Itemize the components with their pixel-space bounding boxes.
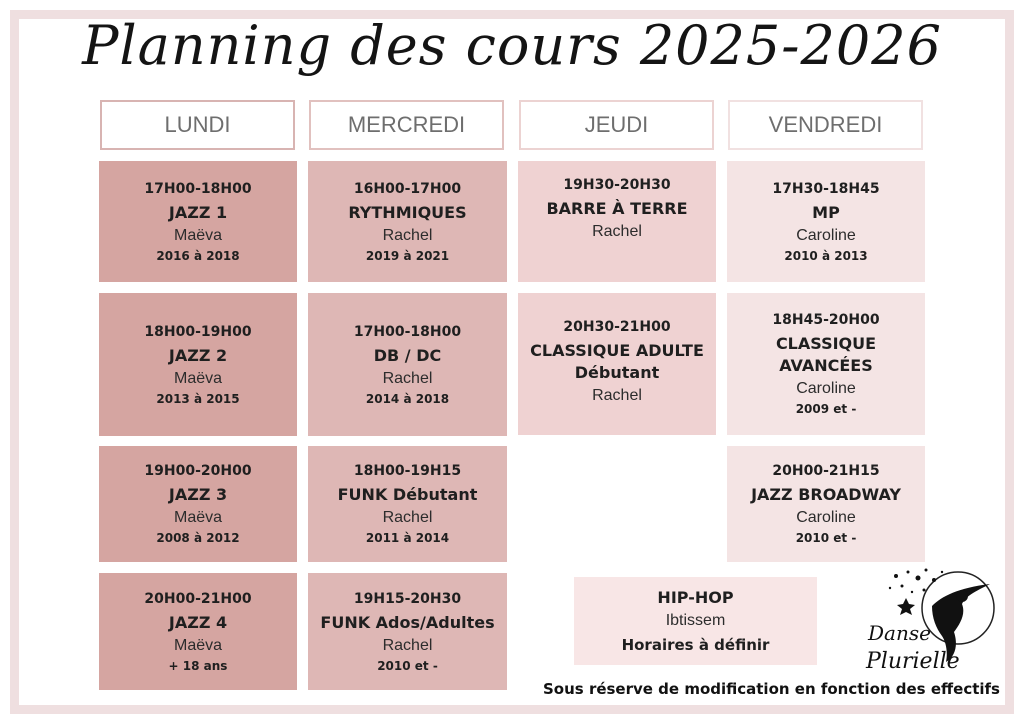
course-card-jazz-1 bbox=[99, 161, 297, 282]
course-card-classique-adulte bbox=[518, 293, 716, 435]
course-teacher: Rachel bbox=[382, 636, 433, 654]
day-header-vendredi: VENDREDI bbox=[728, 100, 923, 150]
course-years: 2010 et - bbox=[377, 658, 438, 673]
course-name: CLASSIQUE bbox=[775, 334, 877, 353]
course-level: AVANCÉES bbox=[779, 356, 873, 375]
course-years: + 18 ans bbox=[168, 658, 228, 673]
course-years: 2014 à 2018 bbox=[365, 391, 450, 406]
course-name: JAZZ 4 bbox=[168, 612, 228, 632]
course-time: 18H00-19H15 bbox=[353, 463, 462, 479]
course-card-hip-hop bbox=[574, 577, 817, 665]
course-card-jazz-4 bbox=[99, 573, 297, 690]
course-time: 19H00-20H00 bbox=[144, 463, 252, 479]
course-card-rythmiques bbox=[308, 161, 507, 282]
logo-text-line-1: Danse bbox=[868, 621, 931, 645]
course-schedule: Horaires à définir bbox=[621, 635, 770, 654]
course-name: FUNK Débutant bbox=[337, 485, 478, 504]
course-years: 2011 à 2014 bbox=[365, 531, 450, 545]
course-time: 18H45-20H00 bbox=[772, 312, 880, 328]
course-teacher: Caroline bbox=[796, 380, 856, 397]
course-time: 17H00-18H00 bbox=[353, 323, 462, 340]
course-name: DB / DC bbox=[373, 345, 442, 365]
course-card-funk-ados-adultes bbox=[308, 573, 507, 690]
course-time: 20H30-21H00 bbox=[563, 319, 671, 335]
course-teacher: Maëva bbox=[173, 636, 223, 654]
course-time: 18H00-19H00 bbox=[144, 323, 252, 340]
course-teacher: Caroline bbox=[796, 509, 856, 526]
course-years: 2010 à 2013 bbox=[784, 248, 868, 263]
course-name: RYTHMIQUES bbox=[348, 202, 467, 222]
course-card-barre-a-terre bbox=[518, 161, 716, 282]
course-time: 19H30-20H30 bbox=[563, 177, 671, 193]
course-name: FUNK Ados/Adultes bbox=[320, 612, 495, 632]
course-time: 20H00-21H15 bbox=[772, 463, 880, 479]
course-time: 17H00-18H00 bbox=[144, 180, 252, 197]
course-time: 19H15-20H30 bbox=[353, 590, 462, 607]
course-card-db-dc bbox=[308, 293, 507, 436]
day-header-jeudi: JEUDI bbox=[519, 100, 714, 150]
course-name: JAZZ 3 bbox=[168, 485, 228, 504]
logo-text-line-2: Plurielle bbox=[866, 649, 960, 674]
disclaimer-note: Sous réserve de modification en fonction des effectifs bbox=[543, 680, 1000, 698]
course-teacher: Rachel bbox=[592, 223, 642, 240]
course-teacher: Maëva bbox=[173, 369, 223, 387]
course-name: CLASSIQUE ADULTE bbox=[530, 341, 704, 360]
course-card-classique-avancees bbox=[727, 293, 925, 435]
course-teacher: Rachel bbox=[382, 509, 433, 526]
course-card-jazz-2 bbox=[99, 293, 297, 436]
course-level: Débutant bbox=[574, 363, 660, 382]
course-teacher: Maëva bbox=[173, 226, 223, 244]
course-name: JAZZ 1 bbox=[168, 202, 228, 222]
course-years: 2010 et - bbox=[795, 531, 857, 545]
course-teacher: Rachel bbox=[382, 369, 433, 387]
course-card-jazz-3 bbox=[99, 446, 297, 562]
course-teacher: Rachel bbox=[382, 226, 433, 244]
course-card-jazz-broadway bbox=[727, 446, 925, 562]
course-teacher: Ibtissem bbox=[665, 611, 726, 629]
course-card-funk-debutant bbox=[308, 446, 507, 562]
page-title: Planning des cours 2025-2026 bbox=[82, 14, 942, 77]
course-years: 2008 à 2012 bbox=[156, 531, 240, 545]
danse-plurielle-logo bbox=[862, 566, 1002, 678]
day-header-mercredi: MERCREDI bbox=[309, 100, 504, 150]
course-name: HIP-HOP bbox=[657, 587, 734, 607]
course-name: BARRE À TERRE bbox=[546, 199, 688, 218]
course-years: 2016 à 2018 bbox=[156, 248, 240, 263]
course-years: 2019 à 2021 bbox=[365, 248, 450, 263]
course-years: 2009 et - bbox=[795, 402, 857, 416]
course-teacher: Maëva bbox=[173, 509, 223, 526]
course-time: 20H00-21H00 bbox=[144, 590, 252, 607]
course-teacher: Caroline bbox=[796, 226, 856, 244]
course-years: 2013 à 2015 bbox=[156, 391, 240, 406]
course-name: JAZZ BROADWAY bbox=[751, 485, 901, 504]
course-time: 16H00-17H00 bbox=[353, 180, 462, 197]
course-time: 17H30-18H45 bbox=[772, 180, 880, 197]
course-name: MP bbox=[812, 202, 840, 222]
course-teacher: Rachel bbox=[592, 387, 642, 404]
course-card-mp bbox=[727, 161, 925, 282]
day-header-lundi: LUNDI bbox=[100, 100, 295, 150]
course-name: JAZZ 2 bbox=[168, 345, 228, 365]
